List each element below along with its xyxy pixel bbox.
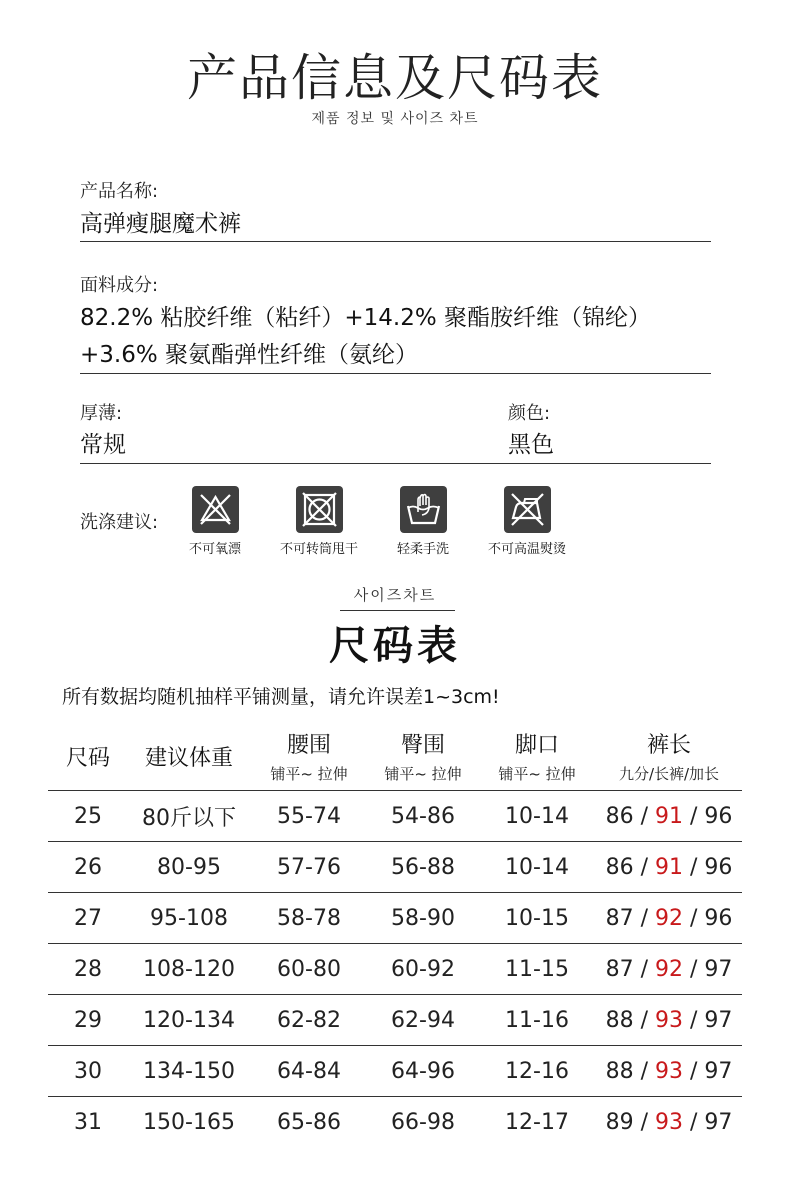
length-value: 97	[704, 956, 733, 982]
length-separator: /	[683, 803, 705, 829]
cell-waist: 65-86	[277, 1109, 341, 1135]
cell-length	[596, 842, 742, 893]
cell-hip: 54-86	[391, 803, 455, 829]
color-label: 颜色:	[508, 403, 551, 424]
cell-hip: 56-88	[391, 854, 455, 880]
fabric-label: 面料成分:	[80, 275, 159, 296]
cell-hip: 62-94	[391, 1007, 455, 1033]
length-value: 88	[605, 1058, 634, 1084]
header-weight: 建议体重	[144, 745, 233, 771]
length-value: 92	[655, 956, 683, 982]
table-row	[48, 893, 742, 944]
length-value: 97	[704, 1058, 733, 1084]
product-name-label: 产品名称:	[80, 181, 159, 202]
length-value: 91	[655, 803, 683, 829]
cell-size: 30	[74, 1058, 102, 1084]
length-separator: /	[683, 854, 705, 880]
cell-weight: 80-95	[157, 854, 221, 880]
header-hem: 脚口 铺平~ 拉伸	[498, 733, 576, 783]
length-value: 87	[605, 905, 634, 931]
thickness-value: 常规	[80, 432, 126, 458]
measurement-note: 所有数据均随机抽样平铺测量，请允许误差1~3cm!	[62, 686, 500, 708]
care-item-label: 不可转筒甩干	[279, 542, 358, 557]
cell-length	[596, 893, 742, 944]
length-separator: /	[633, 1007, 655, 1033]
cell-hem: 11-15	[505, 956, 569, 982]
cell-weight: 120-134	[143, 1007, 235, 1033]
no-iron-icon	[504, 486, 551, 533]
size-chart-title: 尺码表	[329, 623, 461, 669]
no-bleach-icon	[192, 486, 239, 533]
length-value: 93	[655, 1109, 683, 1135]
care-item-label: 不可高温熨烫	[487, 542, 566, 557]
hand-wash-icon	[400, 486, 447, 533]
product-name-value: 高弹瘦腿魔术裤	[80, 211, 241, 237]
table-row	[48, 995, 742, 1046]
length-value: 89	[605, 1109, 634, 1135]
cell-weight: 95-108	[150, 905, 228, 931]
size-table	[48, 722, 742, 1147]
cell-hem: 10-14	[505, 854, 569, 880]
care-label: 洗涤建议:	[80, 512, 159, 533]
cell-length	[596, 1046, 742, 1097]
cell-size: 31	[74, 1109, 102, 1135]
kicker-underline	[340, 610, 455, 611]
cell-weight: 150-165	[143, 1109, 235, 1135]
page-subtitle: 제품 정보 및 사이즈 차트	[311, 111, 479, 127]
cell-hem: 10-14	[505, 803, 569, 829]
length-separator: /	[633, 905, 655, 931]
cell-hem: 11-16	[505, 1007, 569, 1033]
table-row	[48, 1046, 742, 1097]
length-value: 96	[704, 803, 733, 829]
cell-weight: 80斤以下	[142, 805, 236, 831]
cell-hip: 66-98	[391, 1109, 455, 1135]
header-waist: 腰围 铺平~ 拉伸	[270, 733, 348, 783]
length-value: 86	[605, 803, 634, 829]
cell-waist: 62-82	[277, 1007, 341, 1033]
length-value: 96	[704, 854, 733, 880]
cell-waist: 55-74	[277, 803, 341, 829]
divider	[80, 373, 711, 374]
cell-hem: 12-16	[505, 1058, 569, 1084]
size-chart-kicker: 사이즈차트	[353, 586, 437, 604]
length-separator: /	[683, 1058, 705, 1084]
header-hip: 臀围 铺平~ 拉伸	[384, 733, 462, 783]
length-separator: /	[633, 1058, 655, 1084]
color-value: 黑色	[508, 432, 554, 458]
cell-size: 27	[74, 905, 102, 931]
length-separator: /	[683, 1109, 705, 1135]
length-separator: /	[683, 905, 705, 931]
length-value: 87	[605, 956, 634, 982]
cell-size: 29	[74, 1007, 102, 1033]
table-row	[48, 1097, 742, 1148]
fabric-line-1: 82.2% 粘胶纤维（粘纤）+14.2% 聚酯胺纤维（锦纶）	[80, 305, 652, 331]
cell-hem: 12-17	[505, 1109, 569, 1135]
length-separator: /	[633, 854, 655, 880]
length-value: 92	[655, 905, 683, 931]
length-separator: /	[683, 956, 705, 982]
cell-size: 25	[74, 803, 102, 829]
no-tumble-dry-icon	[296, 486, 343, 533]
page-title: 产品信息及尺码表	[187, 49, 603, 107]
cell-waist: 57-76	[277, 854, 341, 880]
length-value: 93	[655, 1058, 683, 1084]
length-value: 97	[704, 1007, 733, 1033]
cell-length	[596, 995, 742, 1046]
cell-weight: 134-150	[143, 1058, 235, 1084]
cell-weight: 108-120	[143, 956, 235, 982]
length-separator: /	[633, 1109, 655, 1135]
length-value: 96	[704, 905, 733, 931]
table-row	[48, 791, 742, 842]
cell-waist: 64-84	[277, 1058, 341, 1084]
cell-hip: 60-92	[391, 956, 455, 982]
cell-waist: 60-80	[277, 956, 341, 982]
cell-length	[596, 1097, 742, 1148]
length-value: 93	[655, 1007, 683, 1033]
cell-length	[596, 791, 742, 842]
cell-size: 28	[74, 956, 102, 982]
table-row	[48, 944, 742, 995]
cell-waist: 58-78	[277, 905, 341, 931]
header-size: 尺码	[65, 745, 110, 771]
care-item-label: 轻柔手洗	[396, 542, 449, 557]
length-value: 86	[605, 854, 634, 880]
length-separator: /	[683, 1007, 705, 1033]
length-value: 88	[605, 1007, 634, 1033]
thickness-label: 厚薄:	[80, 403, 123, 424]
header-length: 裤长 九分/长裤/加长	[618, 733, 720, 783]
length-separator: /	[633, 956, 655, 982]
length-value: 91	[655, 854, 683, 880]
cell-hem: 10-15	[505, 905, 569, 931]
fabric-line-2: +3.6% 聚氨酯弹性纤维（氨纶）	[80, 342, 419, 368]
cell-size: 26	[74, 854, 102, 880]
table-header-row	[48, 722, 742, 791]
cell-hip: 58-90	[391, 905, 455, 931]
divider	[80, 463, 711, 464]
cell-hip: 64-96	[391, 1058, 455, 1084]
cell-length	[596, 944, 742, 995]
length-separator: /	[633, 803, 655, 829]
length-value: 97	[704, 1109, 733, 1135]
care-item-label: 不可氧漂	[188, 542, 241, 557]
divider	[80, 241, 711, 242]
table-row	[48, 842, 742, 893]
